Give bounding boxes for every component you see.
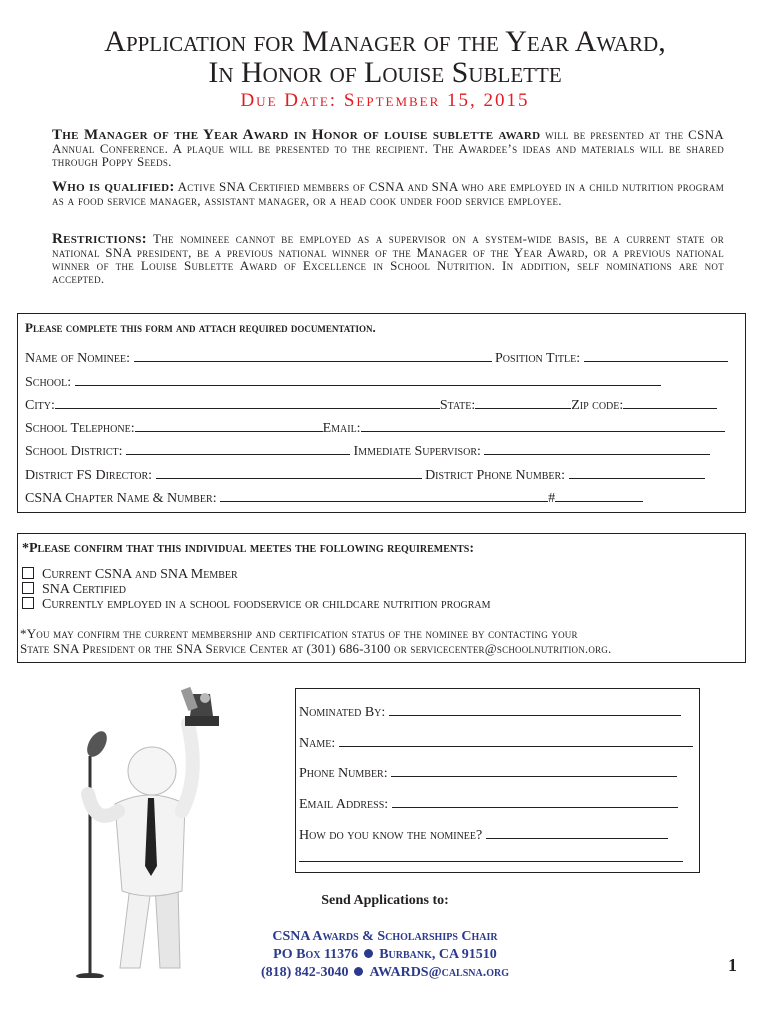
immediate-supervisor-label: Immediate Supervisor: (353, 444, 481, 459)
qualified-lead: Who is qualified: (52, 179, 175, 195)
address-line-2 (0, 947, 770, 963)
nominator-name-field[interactable] (339, 734, 693, 747)
restrictions-paragraph (52, 232, 724, 285)
requirements-note-2: State SNA President or the SNA Service Center at (301) 686-3100 or servicecenter@schoolnutrition.org. (20, 641, 612, 656)
requirement-item (22, 582, 126, 598)
bullet-icon (364, 949, 373, 958)
due-date: Due Date: September 15, 2015 (240, 90, 530, 111)
address-line-1: CSNA Awards & Scholarships Chair (272, 929, 498, 944)
address-line-3 (0, 965, 770, 981)
nominator-email-row (299, 795, 678, 813)
requirement-item (22, 597, 491, 613)
intro-text: will be presented at the CSNA Annual Conference. A plaque will be presented to the recipient. The Awardee’s ideas and materials will be shared through Poppy Seeds. (52, 127, 724, 169)
requirement-label: SNA Certified (42, 582, 126, 597)
position-title-field[interactable] (584, 349, 728, 362)
how-know-label: How do you know the nominee? (299, 828, 483, 843)
school-field[interactable] (75, 373, 661, 386)
requirements-note-1: *You may confirm the current membership and certification status of the nominee by contacting your (20, 626, 578, 641)
chapter-name-field[interactable] (220, 489, 548, 502)
checkbox[interactable] (22, 597, 34, 609)
fs-director-row (25, 466, 705, 484)
nominated-by-row (299, 703, 681, 721)
nominator-phone-row (299, 764, 677, 782)
nominator-email-field[interactable] (392, 795, 678, 808)
page-number: 1 (728, 955, 737, 975)
school-telephone-label: School Telephone: (25, 421, 135, 436)
bullet-icon (354, 967, 363, 976)
checkbox[interactable] (22, 582, 34, 594)
email-field[interactable] (361, 419, 725, 432)
how-know-field[interactable] (486, 826, 668, 839)
how-know-extra-field[interactable] (299, 849, 683, 862)
intro-lead: The Manager of the Year Award in Honor of louise sublette award (52, 127, 541, 143)
title-line-1: Application for Manager of the Year Award, (104, 25, 666, 58)
district-fs-director-field[interactable] (156, 466, 422, 479)
school-district-field[interactable] (126, 442, 350, 455)
state-label: State: (439, 398, 476, 413)
title-line-2: In Honor of Louise Sublette (208, 56, 562, 89)
intro-paragraph (52, 128, 724, 168)
nominator-name-row (299, 734, 693, 752)
contact-phone: (818) 842-3040 (260, 965, 349, 980)
city-row (25, 396, 717, 414)
qualified-paragraph (52, 180, 724, 207)
checkbox[interactable] (22, 567, 34, 579)
nominator-phone-label: Phone Number: (299, 766, 388, 781)
chapter-label: CSNA Chapter Name & Number: (25, 491, 217, 506)
qualified-text: Active SNA Certified members of CSNA and SNA who are employed in a child nutrition program as a food service manager, assistant manager, or a head cook under food service employee. (52, 179, 724, 208)
nominator-phone-field[interactable] (391, 764, 677, 777)
city-label: City: (25, 398, 55, 413)
chapter-hash: # (548, 491, 556, 506)
district-phone-field[interactable] (569, 466, 705, 479)
requirements-heading: *Please confirm that this individual meetes the following requirements: (22, 541, 474, 556)
contact-email[interactable]: AWARDS@calsna.org (369, 965, 510, 980)
how-know-extra-row (299, 849, 683, 867)
district-fs-director-label: District FS Director: (25, 468, 153, 483)
school-label: School: (25, 375, 72, 390)
district-phone-label: District Phone Number: (425, 468, 566, 483)
zip-label: Zip code: (571, 398, 624, 413)
city-state-zip: Burbank, CA 91510 (379, 947, 497, 962)
nominator-email-label: Email Address: (299, 797, 389, 812)
restrictions-lead: Restrictions: (52, 231, 147, 247)
nominator-name-label: Name: (299, 736, 336, 751)
zip-field[interactable] (623, 396, 717, 409)
position-title-label: Position Title: (495, 351, 581, 366)
state-field[interactable] (475, 396, 571, 409)
district-row (25, 442, 710, 460)
nominee-name-label: Name of Nominee: (25, 351, 130, 366)
email-label: Email: (322, 421, 361, 436)
telephone-row (25, 419, 725, 437)
chapter-number-field[interactable] (555, 489, 643, 502)
school-district-label: School District: (25, 444, 123, 459)
page-title (0, 26, 770, 88)
school-row (25, 373, 661, 391)
restrictions-text: The nomineee cannot be employed as a supervisor on a system-wide basis, be a current state or national SNA president, be a previous national winner of the Manager of the Year Award, or a previous national winner of the Louise Sublette Award of Excellence in School Nutrition. In addition, self nominations are not accepted. (52, 231, 724, 286)
nominated-by-field[interactable] (389, 703, 681, 716)
immediate-supervisor-field[interactable] (484, 442, 710, 455)
form-heading: Please complete this form and attach required documentation. (25, 320, 376, 335)
how-know-row (299, 826, 668, 844)
send-applications-label: Send Applications to: (321, 893, 449, 908)
nominee-name-field[interactable] (134, 349, 492, 362)
requirement-label: Current CSNA and SNA Member (42, 567, 238, 582)
city-field[interactable] (55, 396, 440, 409)
school-telephone-field[interactable] (135, 419, 323, 432)
po-box: PO Box 11376 (273, 947, 359, 962)
requirement-item (22, 567, 238, 583)
nominee-name-row (25, 349, 728, 367)
nominated-by-label: Nominated By: (299, 705, 386, 720)
chapter-row (25, 489, 643, 507)
requirement-label: Currently employed in a school foodservice or childcare nutrition program (42, 597, 491, 612)
